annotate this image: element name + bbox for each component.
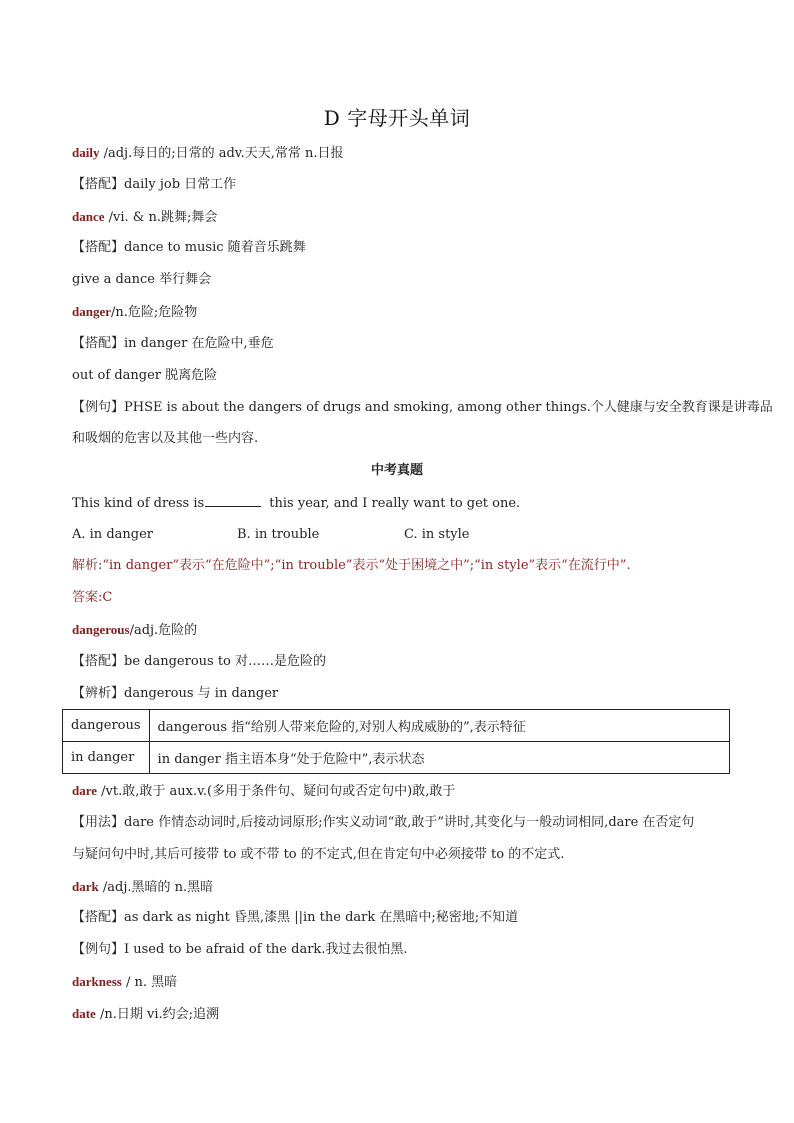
- exam-answer: 答案:C: [72, 590, 113, 605]
- headword: date: [72, 1006, 96, 1021]
- headword: danger: [72, 304, 111, 319]
- example-sentence: 【例句】I used to be afraid of the dark.我过去很怕黑.: [72, 942, 408, 957]
- collocation: give a dance 举行舞会: [72, 272, 212, 287]
- option-c: C. in style: [404, 527, 470, 542]
- table-cell-term: dangerous: [63, 710, 150, 742]
- collocation: 【搭配】in danger 在危险中,垂危: [72, 336, 274, 351]
- question-text: This kind of dress is: [72, 496, 205, 511]
- headword: daily: [72, 145, 100, 160]
- table-cell-explanation: dangerous 指“给别人带来危险的,对别人构成威胁的”,表示特征: [149, 710, 729, 742]
- exam-heading: 中考真题: [370, 463, 423, 478]
- collocation: 【搭配】daily job 日常工作: [72, 177, 237, 192]
- comparison-heading: 【辨析】dangerous 与 in danger: [72, 686, 279, 701]
- usage-note: 【用法】dare 作情态动词时,后接动词原形;作实义动词“敢,敢于”讲时,其变化与一般动词相同,dare 在否定句: [72, 815, 695, 830]
- answer-blank: [205, 494, 261, 507]
- entry-dance: [72, 208, 217, 227]
- page-title: D 字母开头单词: [323, 106, 471, 130]
- option-a: A. in danger: [72, 527, 153, 542]
- exam-analysis: 解析:“in danger”表示“在危险中”;“in trouble”表示“处于困境之中”;“in style”表示“在流行中”.: [72, 558, 631, 573]
- entry-dark: [72, 878, 213, 897]
- headword: dark: [72, 879, 99, 894]
- definition: /n.危险;危险物: [111, 305, 198, 320]
- entry-darkness: [72, 973, 177, 992]
- entry-danger: [72, 303, 197, 322]
- definition: /vt.敢,敢于 aux.v.(多用于条件句、疑问句或否定句中)敢,敢于: [97, 784, 456, 799]
- table-row: [63, 742, 730, 774]
- table-cell-term: in danger: [63, 742, 150, 774]
- entry-dare: [72, 782, 455, 801]
- definition: /adj.每日的;日常的 adv.天天,常常 n.日报: [99, 146, 344, 161]
- definition: /adj.黑暗的 n.黑暗: [98, 880, 214, 895]
- definition: /n.日期 vi.约会;追溯: [95, 1007, 220, 1022]
- comparison-table: [62, 709, 730, 774]
- exam-question: [72, 494, 520, 513]
- table-cell-explanation: in danger 指主语本身“处于危险中”,表示状态: [149, 742, 729, 774]
- collocation: out of danger 脱离危险: [72, 368, 218, 383]
- entry-daily: [72, 144, 344, 163]
- collocation: 【搭配】be dangerous to 对……是危险的: [72, 654, 327, 669]
- collocation: 【搭配】as dark as night 昏黑,漆黑 ||in the dark 在黑暗中;秘密地;不知道: [72, 910, 519, 925]
- headword: darkness: [72, 974, 122, 989]
- entry-date: [72, 1005, 219, 1024]
- headword: dangerous: [72, 622, 130, 637]
- example-sentence: 【例句】PHSE is about the dangers of drugs and smoking, among other things.个人健康与安全教育课是讲毒品: [72, 400, 773, 415]
- entry-dangerous: [72, 621, 197, 640]
- question-text: this year, and I really want to get one.: [265, 496, 521, 511]
- table-row: [63, 710, 730, 742]
- collocation: 【搭配】dance to music 随着音乐跳舞: [72, 240, 306, 255]
- definition: /adj.危险的: [129, 623, 198, 638]
- option-b: B. in trouble: [237, 527, 320, 542]
- headword: dare: [72, 783, 98, 798]
- headword: dance: [72, 209, 105, 224]
- definition: / n. 黑暗: [121, 975, 178, 990]
- definition: /vi. & n.跳舞;舞会: [104, 210, 218, 225]
- example-translation: 和吸烟的危害以及其他一些内容.: [72, 431, 259, 446]
- usage-note: 与疑问句中时,其后可接带 to 或不带 to 的不定式,但在肯定句中必须接带 to 的不定式.: [72, 847, 565, 862]
